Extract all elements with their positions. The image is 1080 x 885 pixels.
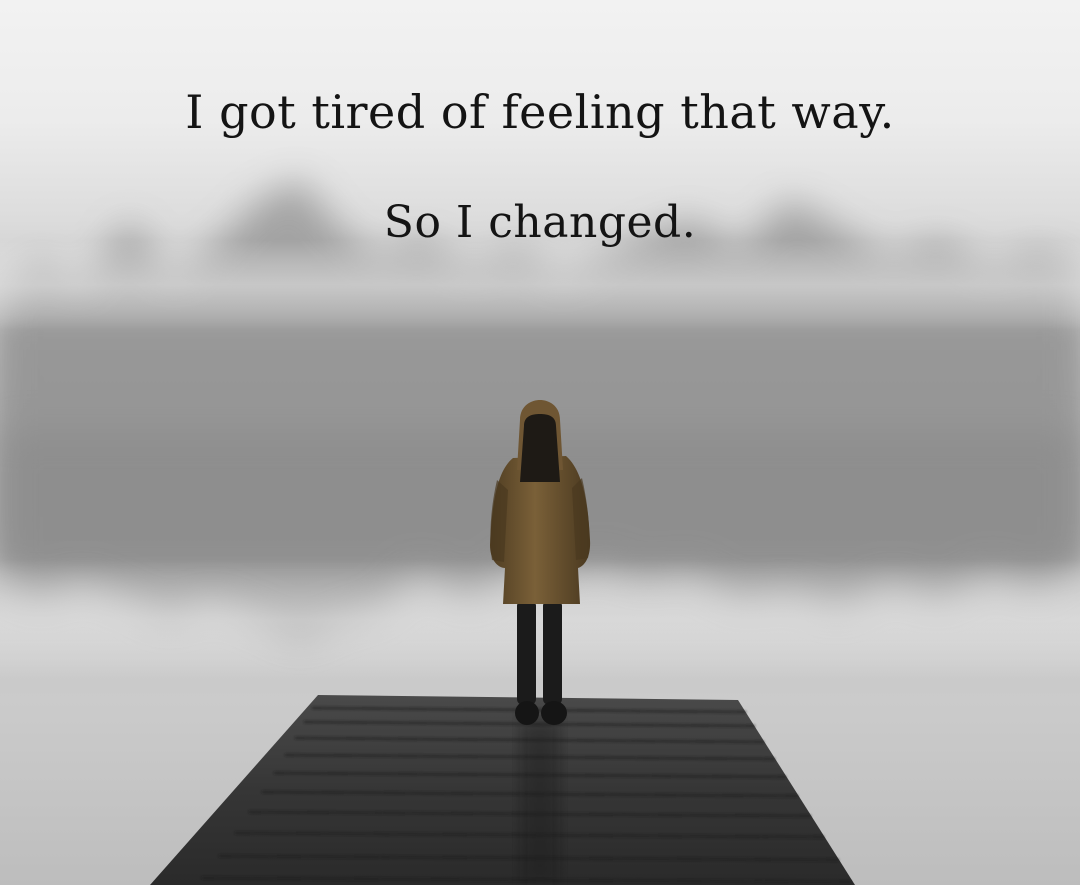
quote-line-2: So I changed. <box>383 197 697 248</box>
quote-line-1: I got tired of feeling that way. <box>185 85 895 139</box>
wooden-dock <box>150 695 855 885</box>
